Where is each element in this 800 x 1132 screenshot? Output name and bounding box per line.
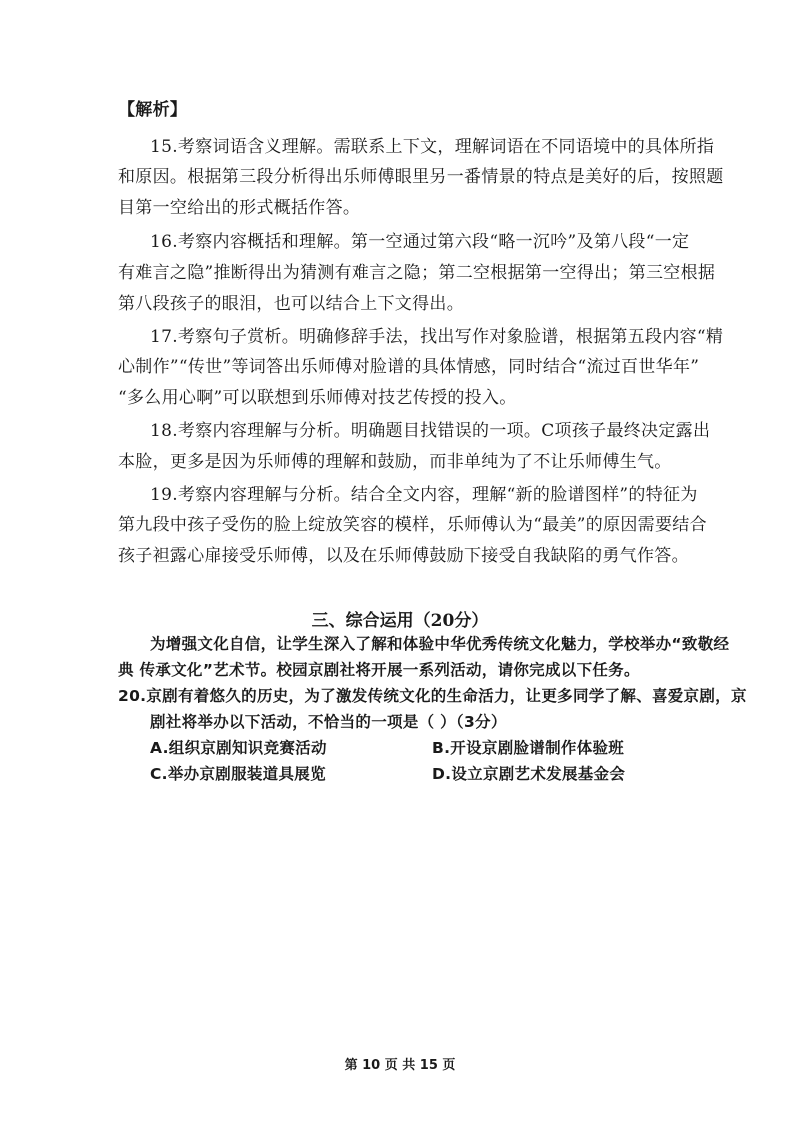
analysis-line: 第九段中孩子受伤的脸上绽放笑容的模样，乐师傅认为“最美”的原因需要结合: [118, 515, 707, 535]
analysis-line: 17.考察句子赏析。明确修辞手法，找出写作对象脸谱，根据第五段内容“精: [150, 327, 724, 347]
analysis-line: 第八段孩子的眼泪，也可以结合上下文得出。: [118, 294, 464, 314]
analysis-heading: 【解析】: [118, 100, 188, 120]
option-c: C.举办京剧服装道具展览: [150, 765, 326, 783]
analysis-line: 心制作”“传世”等词答出乐师傅对脸谱的具体情感，同时结合“流过百世华年”: [118, 357, 700, 377]
analysis-line: 16.考察内容概括和理解。第一空通过第六段“略一沉吟”及第八段“一定: [150, 232, 690, 252]
analysis-line: 18.考察内容理解与分析。明确题目找错误的一项。C项孩子最终决定露出: [150, 421, 711, 441]
question-20-stem: 剧社将举办以下活动，不恰当的一项是（ ）（3分）: [150, 713, 507, 731]
analysis-line: 15.考察词语含义理解。需联系上下文，理解词语在不同语境中的具体所指: [150, 137, 715, 157]
analysis-line: 目第一空给出的形式概括作答。: [118, 198, 361, 218]
analysis-line: “多么用心啊”可以联想到乐师傅对技艺传授的投入。: [118, 388, 517, 408]
analysis-line: 孩子袒露心扉接受乐师傅，以及在乐师傅鼓励下接受自我缺陷的勇气作答。: [118, 546, 689, 566]
page-footer: 第 10 页 共 15 页: [344, 1058, 456, 1073]
analysis-line: 本脸，更多是因为乐师傅的理解和鼓励，而非单纯为了不让乐师傅生气。: [118, 452, 672, 472]
analysis-line: 19.考察内容理解与分析。结合全文内容，理解“新的脸谱图样”的特征为: [150, 485, 698, 505]
section-title: 三、综合运用（20分）: [311, 611, 489, 631]
section-intro-line: 典 传承文化”艺术节。校园京剧社将开展一系列活动，请你完成以下任务。: [118, 661, 640, 679]
analysis-line: 有难言之隐”推断得出为猜测有难言之隐；第二空根据第一空得出；第三空根据: [118, 263, 716, 283]
option-b: B.开设京剧脸谱制作体验班: [432, 739, 625, 757]
option-a: A.组织京剧知识竞赛活动: [150, 739, 327, 757]
section-intro-line: 为增强文化自信，让学生深入了解和体验中华优秀传统文化魅力，学校举办“致敬经: [150, 635, 730, 653]
question-20-stem: 20.京剧有着悠久的历史，为了激发传统文化的生命活力，让更多同学了解、喜爱京剧，京: [118, 687, 747, 705]
analysis-line: 和原因。根据第三段分析得出乐师傅眼里另一番情景的特点是美好的后，按照题: [118, 167, 724, 187]
option-d: D.设立京剧艺术发展基金会: [432, 765, 626, 783]
